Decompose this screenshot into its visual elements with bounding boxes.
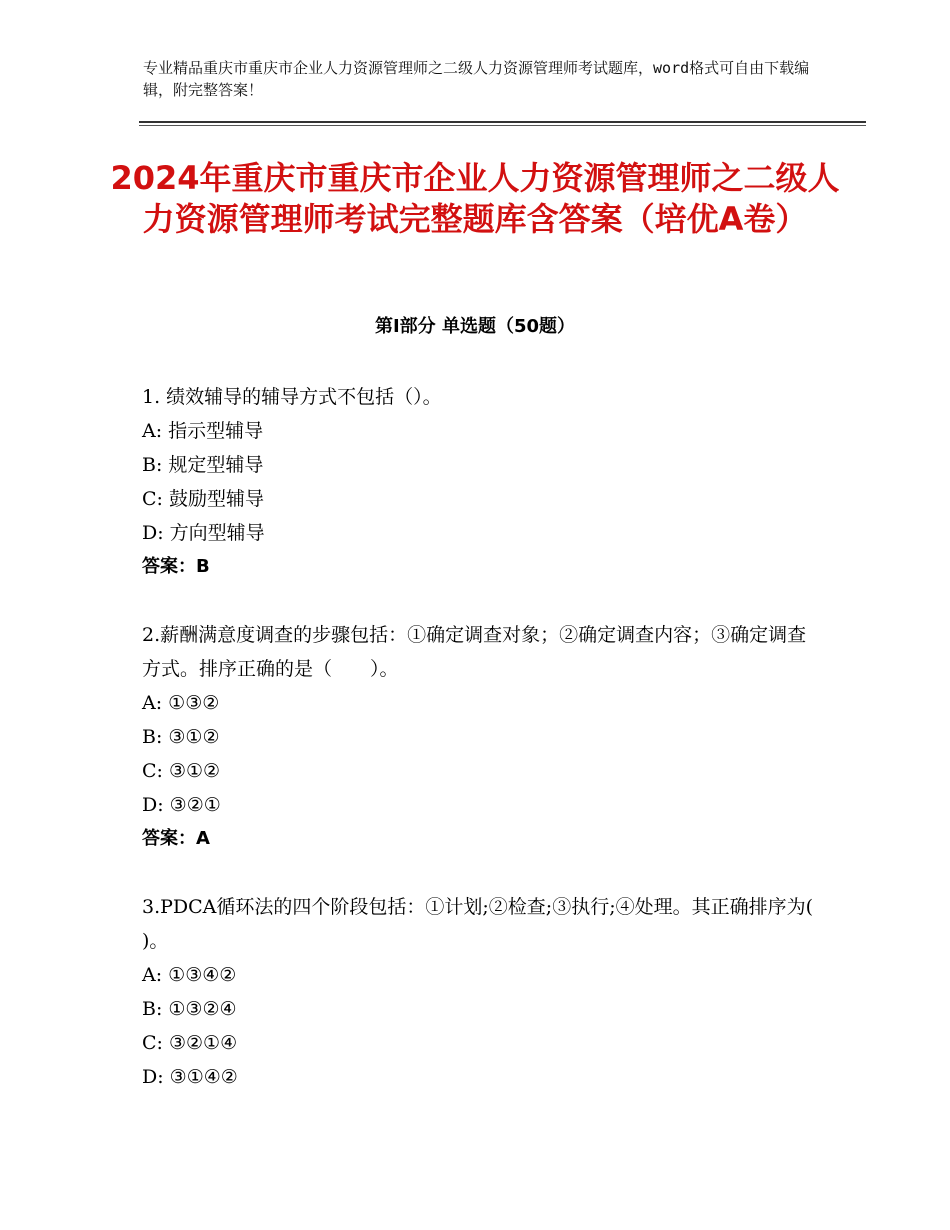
option-c: C: 鼓励型辅导 (142, 488, 264, 510)
option-c: C: ③②①④ (142, 1032, 238, 1054)
option-a: A: ①③② (142, 692, 220, 714)
question-1 (142, 380, 822, 584)
header-rule-thin (139, 125, 866, 126)
option-a: A: ①③④② (142, 964, 237, 986)
option-b: B: 规定型辅导 (142, 454, 264, 476)
question-stem: 3.PDCA循环法的四个阶段包括：①计划;②检查;③执行;④处理。其正确排序为( )。 (142, 896, 814, 952)
question-stem: 1. 绩效辅导的辅导方式不包括（）。 (142, 386, 442, 408)
option-d: D: ③②① (142, 794, 221, 816)
header-note: 专业精品重庆市重庆市企业人力资源管理师之二级人力资源管理师考试题库，word格式可自由下载编辑，附完整答案！ (143, 59, 810, 99)
option-d: D: 方向型辅导 (142, 522, 265, 544)
option-a: A: 指示型辅导 (142, 420, 264, 442)
option-b: B: ③①② (142, 726, 220, 748)
question-2 (142, 618, 822, 856)
option-b: B: ①③②④ (142, 998, 237, 1020)
document-title: 2024年重庆市重庆市企业人力资源管理师之二级人力资源管理师考试完整题库含答案（培优A卷） (110, 159, 840, 238)
option-c: C: ③①② (142, 760, 221, 782)
question-stem: 2.薪酬满意度调查的步骤包括：①确定调查对象；②确定调查内容；③确定调查方式。排序正确的是（ ）。 (142, 624, 807, 680)
answer: 答案：B (142, 556, 210, 577)
answer: 答案：A (142, 828, 210, 849)
question-3 (142, 890, 822, 1094)
header-rule-thick (139, 121, 866, 123)
option-d: D: ③①④② (142, 1066, 238, 1088)
section-title: 第Ⅰ部分 单选题（50题） (374, 316, 575, 337)
